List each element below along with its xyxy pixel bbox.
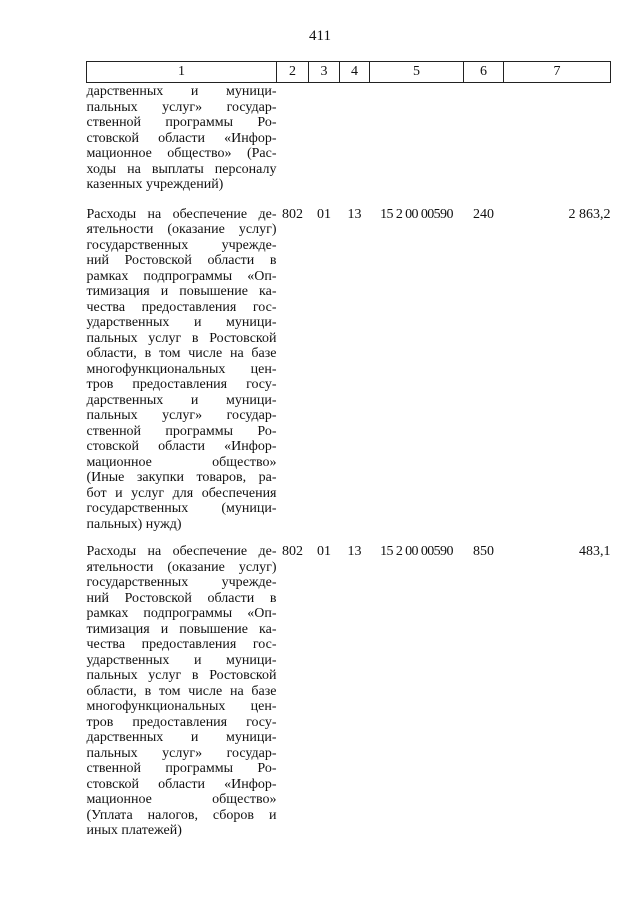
desc-line: многофункциональных цен-: [86, 699, 277, 714]
desc-line: многофункциональных цен-: [86, 361, 277, 377]
desc-line: государственных учрежде-: [86, 237, 277, 253]
desc-line: пальных услуг в Ростовской: [86, 330, 277, 346]
row-ministry-code: 802: [282, 206, 303, 222]
desc-line: мационное общество»: [86, 792, 277, 807]
row-expense-type-code: 850: [473, 544, 494, 559]
header-col-6: 6: [464, 62, 504, 83]
desc-line: государственных (муници-: [86, 501, 277, 516]
table-header-row: [87, 62, 611, 83]
desc-line: чества предоставления гос-: [86, 637, 277, 652]
desc-line: пальных услуг в Ростовской: [86, 668, 277, 683]
desc-line: области, в том числе на базе: [86, 346, 277, 361]
row-expense-type-code: 240: [473, 206, 494, 222]
header-col-7: 7: [504, 62, 611, 83]
desc-line: ний Ростовской области в: [86, 253, 277, 268]
header-col-1: 1: [87, 62, 277, 83]
row-subsection-code: 13: [347, 206, 362, 222]
desc-line: ственной программы Ро-: [86, 423, 277, 439]
desc-line: пальных услуг» государ-: [86, 745, 277, 761]
desc-line: тимизация и повышение ка-: [86, 284, 277, 299]
row-target-article-code: 15 2 00 00590: [380, 544, 453, 559]
desc-line: ственной программы Ро-: [86, 115, 277, 130]
desc-line: казенных учреждений): [86, 177, 224, 192]
budget-table: [86, 61, 611, 841]
continuation-description: [87, 83, 277, 207]
desc-line: дарственных и муници-: [86, 392, 277, 408]
desc-line: пальных) нужд): [86, 516, 182, 532]
row-description: [87, 544, 277, 841]
desc-line: стовской области «Инфор-: [86, 439, 277, 454]
row-section-code: 01: [317, 544, 331, 559]
desc-line: ятельности (оказание услуг): [86, 222, 277, 237]
table-row-continuation: [87, 83, 611, 207]
desc-line: тимизация и повышение ка-: [86, 621, 277, 637]
desc-line: стовской области «Инфор-: [86, 130, 277, 146]
row-ministry-code: 802: [282, 544, 303, 559]
header-col-3: 3: [309, 62, 340, 83]
desc-line: дарственных и муници-: [86, 730, 277, 745]
desc-line: ударственных и муници-: [86, 315, 277, 330]
table-row: [87, 544, 611, 841]
table-row: [87, 207, 611, 545]
row-subsection-code: 13: [347, 544, 362, 559]
desc-line: Расходы на обеспечение де-: [86, 544, 277, 559]
desc-line: рамках подпрограммы «Оп-: [86, 268, 277, 284]
desc-line: ний Ростовской области в: [86, 590, 277, 606]
row-description: [87, 207, 277, 545]
desc-line: тров предоставления госу-: [86, 714, 277, 730]
desc-line: мационное общество»: [86, 454, 277, 470]
desc-line: иных платежей): [86, 823, 182, 838]
desc-line: ударственных и муници-: [86, 652, 277, 668]
header-col-5: 5: [370, 62, 464, 83]
desc-line: Расходы на обеспечение де-: [86, 206, 277, 222]
row-section-code: 01: [317, 206, 331, 222]
desc-line: ятельности (оказание услуг): [86, 559, 277, 575]
desc-line: (Уплата налогов, сборов и: [86, 807, 277, 823]
desc-line: рамках подпрограммы «Оп-: [86, 606, 277, 621]
desc-line: стовской области «Инфор-: [86, 776, 277, 792]
desc-line: пальных услуг» государ-: [86, 99, 277, 115]
row-amount: 483,1: [579, 544, 611, 559]
desc-line: области, в том числе на базе: [86, 683, 277, 699]
desc-line: бот и услуг для обеспечения: [86, 485, 277, 501]
page-number: 411: [309, 28, 331, 44]
desc-line: пальных услуг» государ-: [86, 408, 277, 423]
desc-line: ственной программы Ро-: [86, 761, 277, 776]
desc-line: (Иные закупки товаров, ра-: [86, 470, 277, 485]
desc-line: чества предоставления гос-: [86, 299, 277, 315]
desc-line: государственных учрежде-: [86, 575, 277, 590]
desc-line: мационное общество» (Рас-: [86, 146, 277, 161]
row-amount: 2 863,2: [568, 206, 611, 222]
desc-line: ходы на выплаты персоналу: [86, 161, 277, 177]
header-col-2: 2: [277, 62, 309, 83]
desc-line: тров предоставления госу-: [86, 377, 277, 392]
row-target-article-code: 15 2 00 00590: [380, 206, 453, 222]
desc-line: дарственных и муници-: [86, 84, 277, 99]
header-col-4: 4: [340, 62, 370, 83]
